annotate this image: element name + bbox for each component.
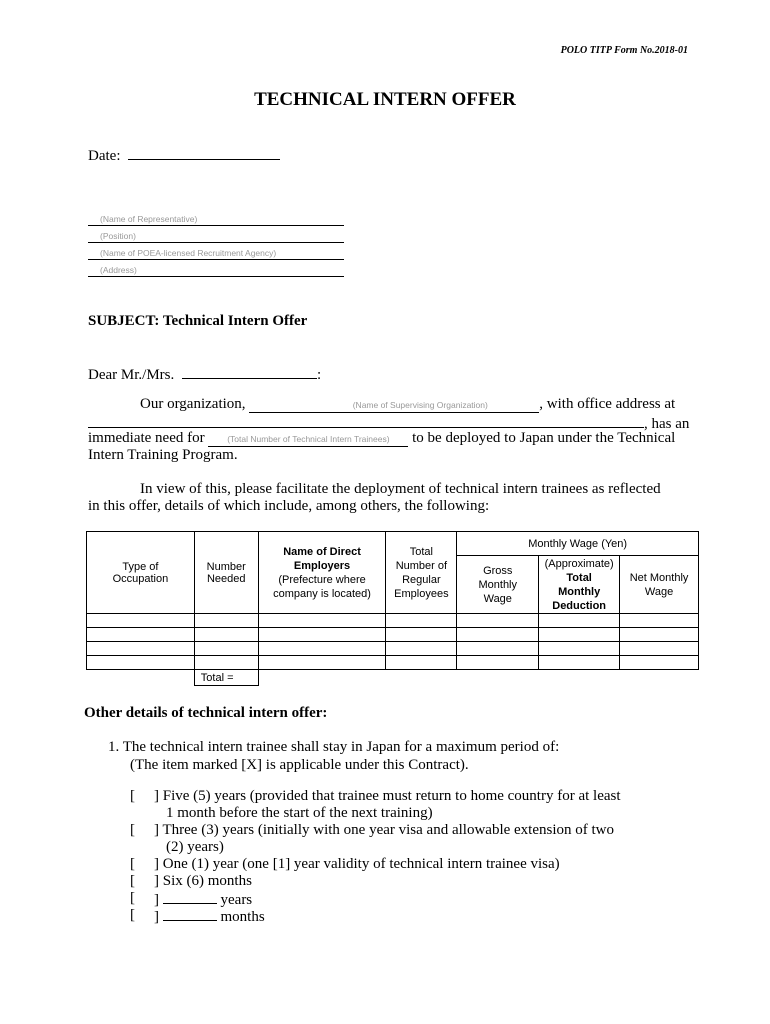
table-cell[interactable]	[386, 614, 457, 628]
representative-position-field[interactable]: (Position)	[88, 231, 344, 243]
table-cell[interactable]	[386, 628, 457, 642]
date-label: Date:	[88, 148, 121, 164]
option-three-years[interactable]: [ ] Three (3) years (initially with one year visa and allowable extension of two (2) years)	[130, 822, 615, 855]
checkbox-bracket: [	[130, 856, 135, 872]
table-cell[interactable]	[539, 628, 620, 642]
recruitment-agency-field[interactable]: (Name of POEA-licensed Recruitment Agency)	[88, 248, 344, 260]
salutation-colon: :	[317, 367, 322, 383]
table-row	[87, 614, 699, 628]
table-cell[interactable]	[620, 642, 699, 656]
header-number-needed: Number Needed	[194, 532, 258, 614]
custom-years-field[interactable]	[163, 890, 217, 904]
trainees-count-field[interactable]	[208, 432, 408, 447]
paragraph-1-after-address: , has an	[644, 416, 690, 432]
item-1-line-2: (The item marked [X] is applicable under this Contract).	[130, 757, 469, 773]
checkbox-bracket: [	[130, 822, 135, 838]
paragraph-2-line-2: in this offer, details of which include, among others, the following:	[88, 498, 490, 514]
item-1	[108, 738, 559, 774]
option-one-year[interactable]: [ ] One (1) year (one [1] year validity of technical intern trainee visa)	[130, 856, 560, 872]
table-cell[interactable]	[258, 642, 386, 656]
header-gross-monthly-wage: Gross Monthly Wage	[457, 556, 539, 614]
paragraph-1-start: Our organization,	[140, 396, 246, 412]
item-1-line-1: The technical intern trainee shall stay in Japan for a maximum period of:	[122, 739, 560, 755]
table-cell[interactable]	[386, 642, 457, 656]
table-cell[interactable]	[386, 656, 457, 670]
paragraph-1-line-4: Intern Training Program.	[88, 447, 238, 463]
table-row	[87, 656, 699, 670]
trainees-count-hint: (Total Number of Technical Intern Trainees)	[227, 434, 390, 444]
table-cell[interactable]	[258, 614, 386, 628]
total-label: Total =	[194, 670, 258, 686]
header-total-regular-employees: Total Number of Regular Employees	[386, 532, 457, 614]
subject-line: SUBJECT: Technical Intern Offer	[88, 313, 308, 329]
checkbox-bracket: [	[130, 890, 135, 906]
checkbox-bracket: [	[130, 788, 135, 804]
paragraph-2-line-1: In view of this, please facilitate the deployment of technical intern trainees as reflected	[140, 481, 661, 497]
table-cell[interactable]	[258, 628, 386, 642]
table-row	[87, 628, 699, 642]
table-cell[interactable]	[258, 656, 386, 670]
table-cell[interactable]	[194, 656, 258, 670]
table-cell[interactable]	[87, 642, 195, 656]
table-cell[interactable]	[457, 642, 539, 656]
table-cell[interactable]	[539, 614, 620, 628]
table-cell[interactable]	[620, 656, 699, 670]
option-six-months[interactable]: [ ] Six (6) months	[130, 873, 252, 889]
paragraph-1-line-1	[88, 396, 694, 413]
table-cell[interactable]	[539, 656, 620, 670]
table-cell[interactable]	[194, 614, 258, 628]
header-monthly-wage-group: Monthly Wage (Yen)	[457, 532, 699, 556]
paragraph-1-after-org: , with office address at	[539, 396, 676, 412]
need-suffix: to be deployed to Japan under the Technical	[412, 430, 676, 446]
table-cell[interactable]	[457, 614, 539, 628]
table-cell[interactable]	[194, 628, 258, 642]
trainee-offer-table	[86, 531, 699, 686]
header-type-of-occupation: Type of Occupation	[87, 532, 195, 614]
paragraph-1-line-3	[88, 430, 694, 447]
custom-months-field[interactable]	[163, 907, 217, 921]
form-number: POLO TITP Form No.2018-01	[560, 45, 688, 56]
table-cell[interactable]	[87, 628, 195, 642]
salutation	[88, 364, 321, 384]
option-custom-years[interactable]: [ ] years	[130, 890, 253, 908]
checkbox-bracket: [	[130, 873, 135, 889]
table-cell[interactable]	[457, 628, 539, 642]
date-field[interactable]	[128, 145, 280, 160]
table-total-row	[87, 670, 699, 686]
table-cell[interactable]	[457, 656, 539, 670]
table-cell[interactable]	[620, 614, 699, 628]
item-1-number: 1.	[108, 739, 120, 755]
table-cell[interactable]	[87, 614, 195, 628]
page-title: TECHNICAL INTERN OFFER	[254, 89, 516, 110]
table-row	[87, 642, 699, 656]
header-direct-employers: Name of Direct Employers (Prefecture where company is located)	[258, 532, 386, 614]
representative-name-field[interactable]: (Name of Representative)	[88, 214, 344, 226]
date-row	[88, 145, 280, 165]
addressee-field[interactable]	[182, 364, 317, 379]
table-cell[interactable]	[194, 642, 258, 656]
header-net-monthly-wage: Net Monthly Wage	[620, 556, 699, 614]
office-address-field[interactable]	[88, 413, 644, 428]
address-field[interactable]: (Address)	[88, 265, 344, 277]
option-five-years[interactable]: [ ] Five (5) years (provided that trainee must return to home country for at least 1 month before the start of the next training)	[130, 788, 621, 821]
header-total-monthly-deduction: (Approximate) Total Monthly Deduction	[539, 556, 620, 614]
checkbox-bracket: [	[130, 907, 135, 923]
need-prefix: immediate need for	[88, 430, 205, 446]
table-cell[interactable]	[539, 642, 620, 656]
salutation-prefix: Dear Mr./Mrs.	[88, 367, 175, 383]
supervising-organization-hint: (Name of Supervising Organization)	[352, 400, 488, 410]
option-custom-months[interactable]: [ ] months	[130, 907, 265, 925]
other-details-heading: Other details of technical intern offer:	[84, 705, 328, 721]
table-cell[interactable]	[620, 628, 699, 642]
table-cell[interactable]	[87, 656, 195, 670]
supervising-organization-field[interactable]	[249, 398, 539, 413]
